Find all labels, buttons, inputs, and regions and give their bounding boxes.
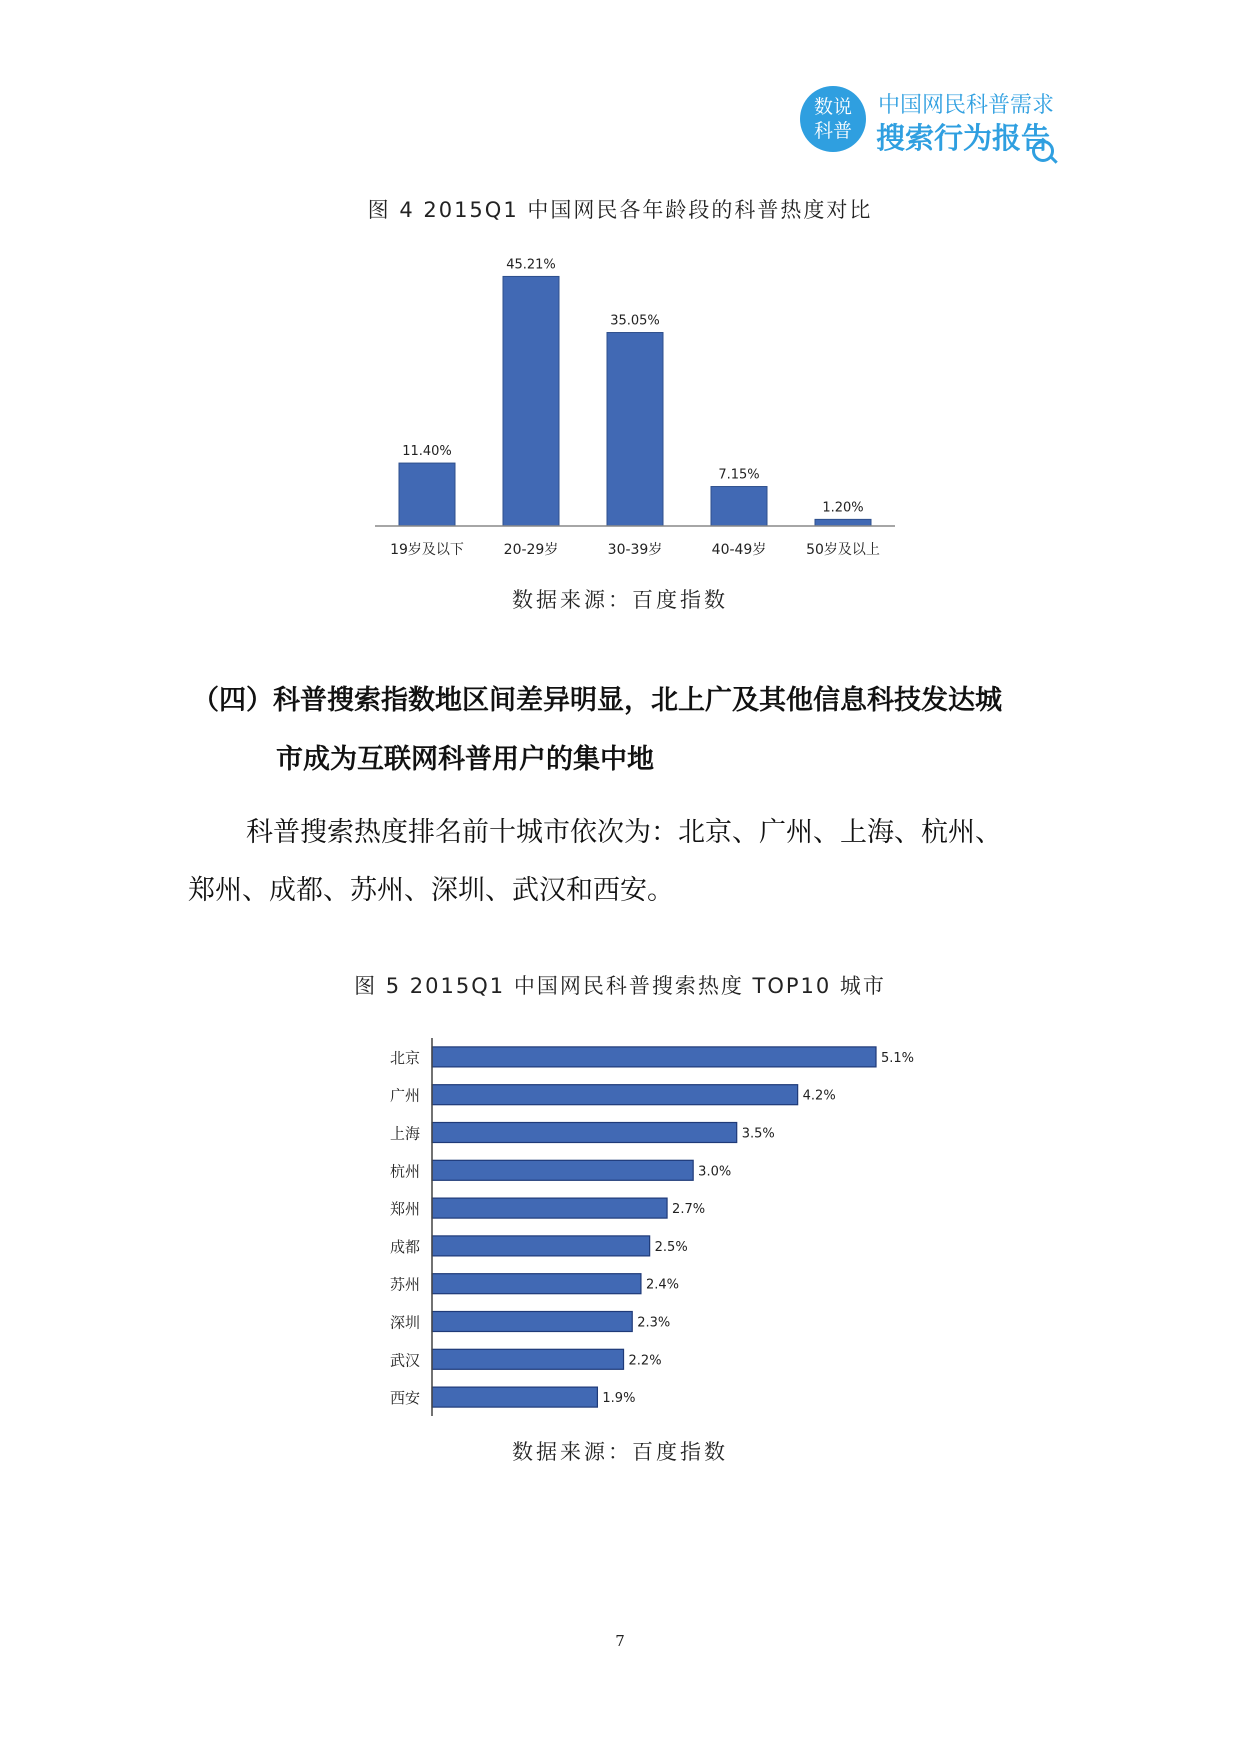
age-bar-value-label: 7.15% [718,467,760,483]
city-bar [432,1047,876,1067]
age-category-label: 20-29岁 [503,542,559,558]
city-category-label: 苏州 [389,1275,420,1294]
city-bar [432,1236,650,1256]
city-bar-value-label: 3.5% [741,1126,775,1142]
city-bar [432,1312,632,1332]
city-category-label: 郑州 [389,1200,420,1219]
city-bar [432,1198,667,1218]
city-bar-value-label: 2.2% [628,1353,662,1369]
paragraph-line1: 科普搜索热度排名前十城市依次为：北京、广州、上海、杭州、 [246,817,1002,848]
magnifier-icon [1032,140,1054,162]
logo-badge-top: 数说 [813,96,852,118]
logo-title-line2: 搜索行为报告 [876,121,1051,155]
city-category-label: 北京 [389,1048,420,1067]
figure5-source: 数据来源：百度指数 [512,1440,728,1464]
age-bar [711,487,767,526]
city-bar [432,1349,624,1369]
city-category-label: 上海 [389,1124,420,1143]
age-bar-value-label: 11.40% [402,444,452,460]
city-bar [432,1387,597,1407]
city-bar-value-label: 4.2% [802,1088,836,1104]
city-bar-value-label: 5.1% [881,1050,915,1066]
figure4-caption: 图 4 2015Q1 中国网民各年龄段的科普热度对比 [367,198,873,222]
page-number: 7 [615,1632,625,1650]
city-bar-value-label: 2.5% [654,1239,688,1255]
city-bar [432,1160,693,1180]
city-bar-value-label: 3.0% [698,1164,732,1180]
section-heading-line2: 市成为互联网科普用户的集中地 [276,744,654,775]
city-category-label: 成都 [389,1237,420,1256]
age-category-label: 30-39岁 [607,542,663,558]
logo-badge-bottom: 科普 [813,120,852,142]
city-bar [432,1085,798,1105]
city-bar [432,1274,641,1294]
age-category-label: 50岁及以上 [806,542,880,558]
figure4-chart [370,240,910,570]
figure5-chart [370,1024,950,1424]
figure5-caption: 图 5 2015Q1 中国网民科普搜索热度 TOP10 城市 [354,974,886,998]
city-bar-value-label: 1.9% [602,1391,636,1407]
city-bar-value-label: 2.3% [637,1315,671,1331]
age-bar-value-label: 1.20% [822,500,864,516]
age-bar [607,333,663,526]
age-bar-value-label: 35.05% [610,313,660,329]
age-bar [503,276,559,526]
city-category-label: 武汉 [389,1351,420,1370]
age-category-label: 19岁及以下 [390,542,464,558]
logo-title-line1: 中国网民科普需求 [878,93,1055,118]
city-category-label: 广州 [389,1086,420,1105]
age-bar [815,519,871,526]
city-category-label: 杭州 [389,1162,420,1181]
city-bar [432,1123,737,1143]
paragraph-line2: 郑州、成都、苏州、深圳、武汉和西安。 [188,875,674,906]
logo-badge [800,86,866,152]
age-bar [399,463,455,526]
city-category-label: 西安 [389,1389,420,1408]
city-category-label: 深圳 [389,1313,420,1332]
city-bar-value-label: 2.7% [672,1202,706,1218]
age-bar-value-label: 45.21% [506,257,556,273]
age-category-label: 40-49岁 [711,542,767,558]
city-bar-value-label: 2.4% [645,1277,679,1293]
section-heading-line1: （四）科普搜索指数地区间差异明显，北上广及其他信息科技发达城 [192,685,1002,716]
figure4-source: 数据来源：百度指数 [512,588,728,612]
report-logo [800,86,1060,168]
